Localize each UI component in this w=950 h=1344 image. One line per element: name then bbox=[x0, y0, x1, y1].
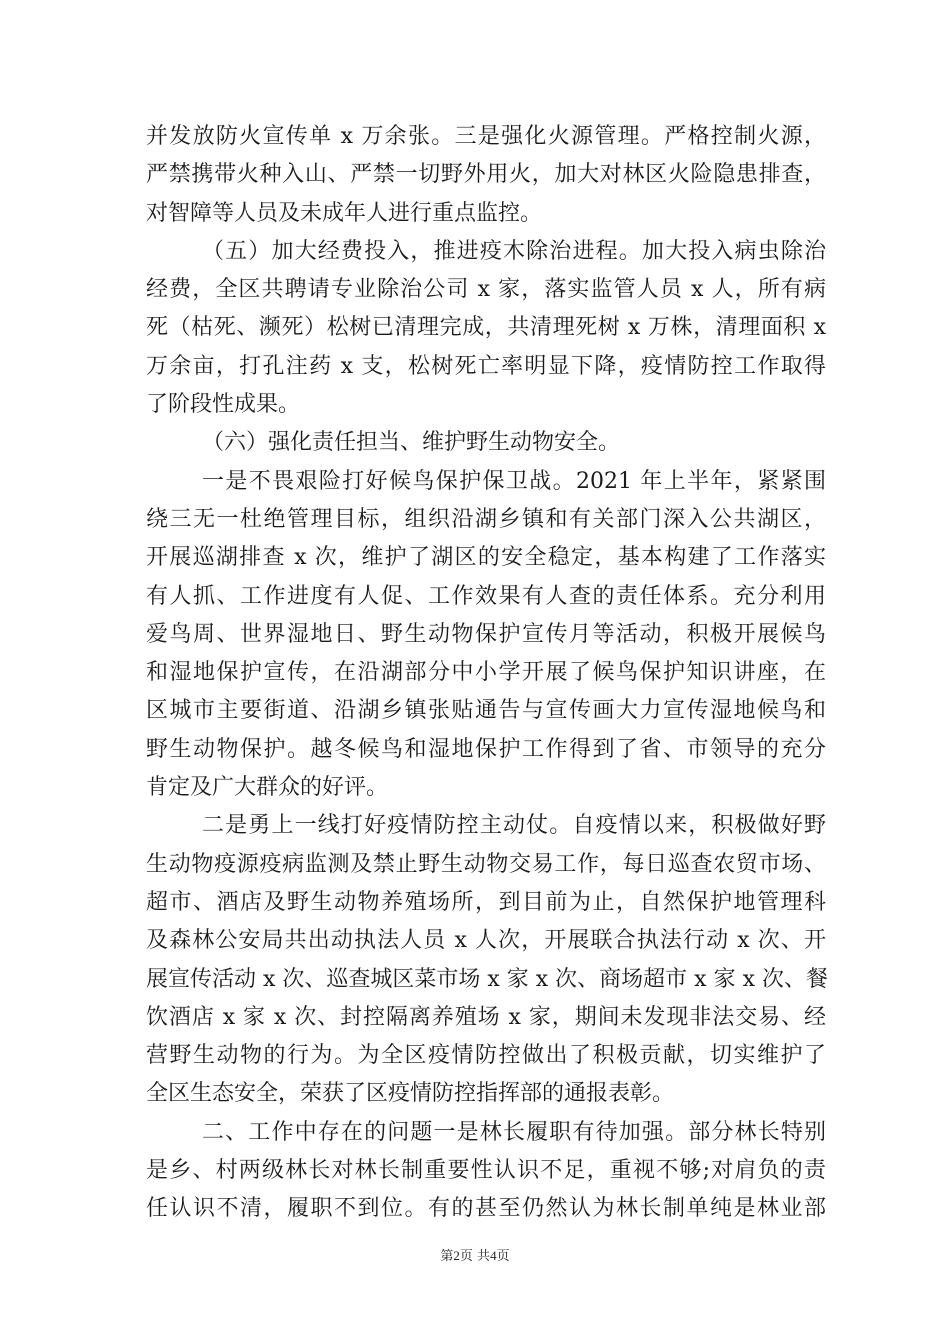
text-line: 生动物疫源疫病监测及禁止野生动物交易工作，每日巡查农贸市场、 bbox=[146, 851, 826, 877]
text-line: 开展巡湖排查 x 次，维护了湖区的安全稳定，基本构建了工作落实 bbox=[146, 545, 826, 571]
text-line: 区城市主要街道、沿湖乡镇张贴通告与宣传画大力宣传湿地候鸟和 bbox=[146, 698, 826, 724]
text-line: 有人抓、工作进度有人促、工作效果有人查的责任体系。充分利用 bbox=[146, 583, 826, 609]
text-line: 死（枯死、濒死）松树已清理完成，共清理死树 x 万株，清理面积 x bbox=[146, 315, 826, 341]
text-line: 是乡、村两级林长对林长制重要性认识不足，重视不够;对肩负的责 bbox=[146, 1158, 826, 1184]
text-line: 经费，全区共聘请专业除治公司 x 家，落实监管人员 x 人，所有病 bbox=[146, 277, 826, 303]
text-line: 并发放防火宣传单 x 万余张。三是强化火源管理。严格控制火源， bbox=[146, 124, 826, 149]
text-line: 野生动物保护。越冬候鸟和湿地保护工作得到了省、市领导的充分 bbox=[146, 736, 826, 762]
text-line: 了阶段性成果。 bbox=[146, 392, 301, 418]
footer-suffix: 页 bbox=[496, 1249, 510, 1264]
text-line: 二是勇上一线打好疫情防控主动仗。自疫情以来，积极做好野 bbox=[202, 813, 826, 839]
text-line: 超市、酒店及野生动物养殖场所，到目前为止，自然保护地管理科 bbox=[146, 889, 826, 915]
paragraph bbox=[146, 233, 826, 424]
text-line: 一是不畏艰险打好候鸟保护保卫战。2021 年上半年，紧紧围 bbox=[202, 468, 826, 494]
text-line: 和湿地保护宣传，在沿湖部分中小学开展了候鸟保护知识讲座，在 bbox=[146, 660, 826, 686]
text-line: 对智障等人员及未成年人进行重点监控。 bbox=[146, 200, 543, 226]
current-page-number: 2 bbox=[453, 1248, 460, 1263]
paragraph bbox=[146, 118, 826, 233]
text-line: 全区生态安全，荣获了区疫情防控指挥部的通报表彰。 bbox=[146, 1081, 675, 1107]
paragraph bbox=[146, 807, 826, 1113]
text-line: 爱鸟周、世界湿地日、野生动物保护宣传月等活动，积极开展候鸟 bbox=[146, 621, 826, 647]
text-line: （五）加大经费投入，推进疫木除治进程。加大投入病虫除治 bbox=[202, 238, 826, 264]
text-line: 任认识不清，履职不到位。有的甚至仍然认为林长制单纯是林业部 bbox=[146, 1196, 826, 1222]
document-body bbox=[146, 118, 826, 1229]
text-line: 饮酒店 x 家 x 次、封控隔离养殖场 x 家，期间未发现非法交易、经 bbox=[146, 1004, 826, 1030]
text-line: 及森林公安局共出动执法人员 x 人次，开展联合执法行动 x 次、开 bbox=[146, 928, 826, 954]
paragraph bbox=[146, 424, 826, 462]
text-line: 展宣传活动 x 次、巡查城区菜市场 x 家 x 次、商场超市 x 家 x 次、餐 bbox=[146, 966, 828, 992]
footer-prefix: 第 bbox=[440, 1249, 454, 1264]
text-line: 严禁携带火种入山、严禁一切野外用火，加大对林区火险隐患排查， bbox=[146, 162, 826, 188]
text-line: 二、工作中存在的问题一是林长履职有待加强。部分林长特别 bbox=[202, 1119, 826, 1145]
page-footer bbox=[0, 1248, 950, 1265]
paragraph bbox=[146, 1114, 826, 1229]
text-line: （六）强化责任担当、维护野生动物安全。 bbox=[202, 430, 621, 456]
text-line: 营野生动物的行为。为全区疫情防控做出了积极贡献，切实维护了 bbox=[146, 1043, 826, 1069]
footer-middle: 页 共 bbox=[459, 1249, 491, 1264]
text-line: 肯定及广大群众的好评。 bbox=[146, 775, 389, 801]
text-line: 绕三无一杜绝管理目标，组织沿湖乡镇和有关部门深入公共湖区， bbox=[146, 506, 826, 532]
paragraph bbox=[146, 463, 826, 808]
text-line: 万余亩，打孔注药 x 支，松树死亡率明显下降，疫情防控工作取得 bbox=[146, 353, 826, 379]
total-page-number: 4 bbox=[490, 1248, 497, 1263]
